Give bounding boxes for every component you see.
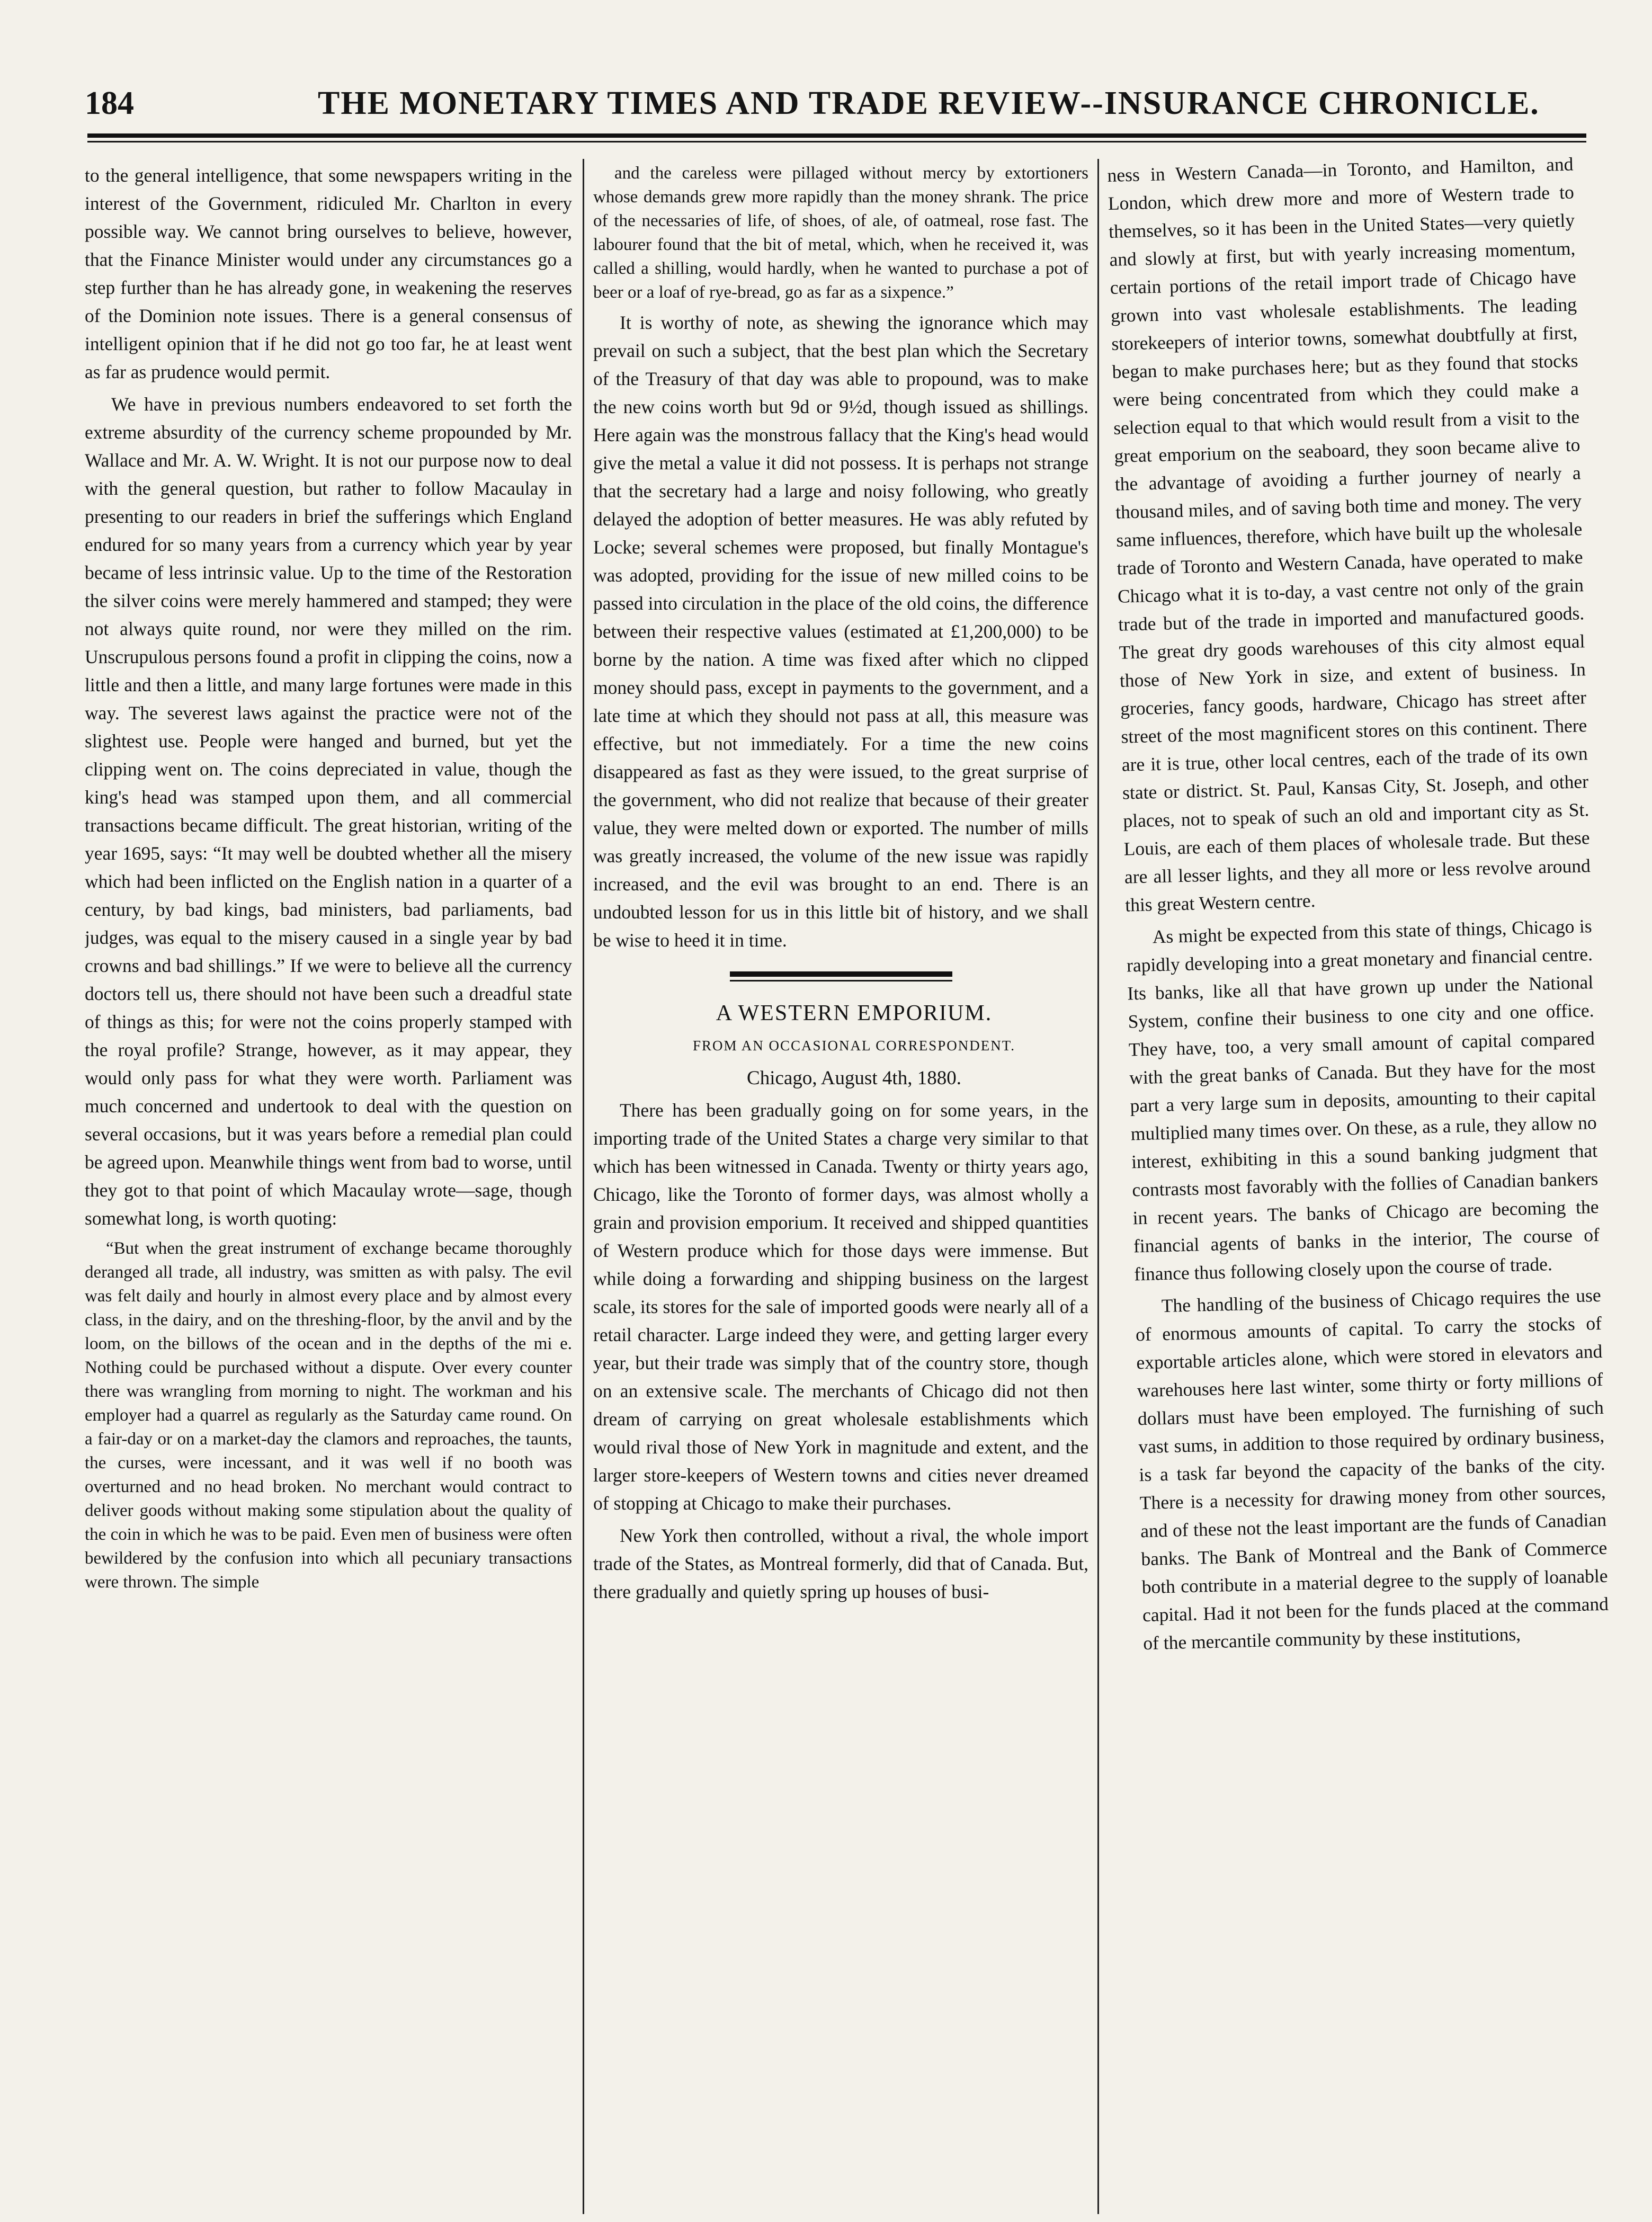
paragraph: We have in previous numbers endeavored to set forth the extreme absurdity of the currency scheme propounded by Mr. Wallace and Mr. A. W. Wright. It is not our purpose now to deal with the general question, but rather to follow Macaulay in presenting to our readers in brief the sufferings which England endured for so many years from a currency which year by year became of less intrinsic value. Up to the time of the Restoration the silver coins were merely hammered and stamped; they were not always quite round, nor were they milled on the rim. Unscrupulous persons found a profit in clipping the coins, now a little and then a little, and many large fortunes were made in this way. The severest laws against the practice were not of the slightest use. People were hanged and burned, but yet the clipping went on. The coins depreciated in value, though the king's head was stamped upon them, and all commercial transactions became difficult. The great historian, writing of the year 1695, says: “It may well be doubted whether all the misery which had been inflicted on the English nation in a quarter of a century, by bad kings, bad ministers, bad parliaments, bad judges, was equal to the misery caused in a single year by bad crowns and bad shillings.” If we were to believe all the currency doctors tell us, there should not have been such a dreadful state of things as this; for were not the coins properly stamped with the royal profile? Strange, however, as it may appear, they would only pass for what they were worth. Parliament was much concerned and undertook to deal with the question on several occasions, but it was years before a remedial plan could be agreed upon. Meanwhile things went from bad to worse, until they got to that point of which Macaulay wrote—sage, though somewhat long, is worth quoting: (85, 394, 572, 1229)
paragraph: As might be expected from this state of things, Chicago is rapidly developing into a great monetary and financial centre. Its banks, like all that have grown up under the National System, confine their business to one city and one office. They have, too, a very small amount of capital compared with the great banks of Canada. But they have for the most part a very large sum in deposits, amounting to their capital multiplied many times over. On these, as a rule, they allow no interest, exhibiting in this a sound banking judgment that contrasts most favorably with the follies of Canadian bankers in recent years. The banks of Chicago are becoming the financial agents of banks in the interior, The course of finance thus following closely upon the course of trade. (1126, 915, 1600, 1285)
header-rule-thick (87, 133, 1586, 138)
column-1 (85, 162, 572, 2211)
quoted-passage-continued: and the careless were pillaged without mercy by extortioners whose demands grew more rapidly than the money shrank. The price of the necessaries of life, of shoes, of ale, of oatmeal, rose fast. The labourer found that the bit of metal, which, when he received it, was called a shilling, would hardly, when he wanted to purchase a pot of beer or a loaf of rye-bread, go as far as a sixpence.” (593, 164, 1088, 302)
paragraph: It is worthy of note, as shewing the ignorance which may prevail on such a subject, that the best plan which the Secretary of the Treasury of that day was able to propound, was to make the new coins worth but 9d or 9½d, though issued as shillings. Here again was the monstrous fallacy that the King's head would give the metal a value it did not possess. It is perhaps not strange that the secretary had a large and noisy following, who greatly delayed the adoption of better measures. He was ably refuted by Locke; several schemes were proposed, but finally Montague's was adopted, providing for the issue of new milled coins to be passed into circulation in the place of the old coins, the difference between their respective values (estimated at £1,200,000) to be borne by the nation. A time was fixed after which no clipped money should pass, except in payments to the government, and a late time at which they should not pass at all, this measure was effective, but not immediately. For a time the new coins disappeared as fast as they were issued, to the great surprise of the government, who did not realize that because of their greater value, they were melted down or exported. The number of mills was greatly increased, the volume of the new issue was rapidly increased, and the evil was brought to an end. There is an undoubted lesson for us in this little bit of history, and we shall be wise to heed it in time. (593, 312, 1088, 951)
column-3 (1107, 150, 1623, 2210)
column-2 (593, 162, 1088, 2211)
dateline: Chicago, August 4th, 1880. (747, 1067, 961, 1089)
article-title: A WESTERN EMPORIUM. (716, 1001, 993, 1025)
page-number: 184 (85, 85, 134, 121)
byline: FROM AN OCCASIONAL CORRESPONDENT. (692, 1038, 1016, 1054)
paragraph: The handling of the business of Chicago requires the use of enormous amounts of capital. To carry the stocks of exportable articles alone, which were stored in elevators and warehouses here last winter, some thirty or forty millions of dollars must have been employed. The furnishing of such vast sums, in addition to those required by ordinary business, is a task far beyond the capacity of the banks of the city. There is a necessity for drawing money from other sources, and of these not the least important are the funds of Canadian banks. The Bank of Montreal and the Bank of Commerce both contribute in a material degree to the supply of loanable capital. Had it not been for the funds placed at the command of the mercantile community by these institutions, (1135, 1284, 1609, 1654)
quoted-passage: “But when the great instrument of exchange became thoroughly deranged all trade, all industry, was smitten as with palsy. The evil was felt daily and hourly in almost every place and by almost every class, in the dairy, and on the threshing-floor, by the anvil and by the loom, on the billows of the ocean and in the depths of the mi e. Nothing could be purchased without a dispute. Over every counter there was wrangling from morning to night. The workman and his employer had a quarrel as regularly as the Saturday came round. On a fair-day or on a market-day the clamors and reproaches, the taunts, the curses, were incessant, and it was well if no booth was overturned and no head broken. No merchant would contract to deliver goods without making some stipulation about the quality of the coin in which he was to be paid. Even men of business were often bewildered by the confusion into which all pecuniary transactions were thrown. The simple (85, 1239, 572, 1592)
section-rule-thin (730, 980, 952, 981)
header-rule-thin (87, 141, 1586, 142)
paragraph: to the general intelligence, that some newspapers writing in the interest of the Government, ridiculed Mr. Charlton in every possible way. We cannot bring ourselves to believe, however, that the Finance Minister would under any circumstances go a step further than he has already gone, in weakening the reserves of the Dominion note issues. There is a general consensus of intelligent opinion that if he did not go too far, he at least went as far as prudence would permit. (85, 165, 572, 382)
column-divider-right (1097, 159, 1099, 2214)
section-rule-thick (730, 971, 952, 977)
column-divider-left (583, 159, 584, 2214)
paragraph: ness in Western Canada—in Toronto, and Hamilton, and London, which drew more and more of Western trade to themselves, so it has been in the United States—very quietly and slowly at first, but with yearly increasing momentum, certain portions of the retail import trade of Chicago have grown into vast wholesale establishments. The leading storekeepers of interior towns, somewhat doubtfully at first, began to make purchases here; but as they found that stocks were being concentrated from which they could make a selection equal to that which would result from a visit to the great emporium on the seaboard, they soon became alive to the advantage of avoiding a further journey of nearly a thousand miles, and of saving both time and money. The very same influences, therefore, which have built up the wholesale trade of Toronto and Western Canada, have operated to make Chicago what it is to-day, a vast centre not only of the grain trade but of the trade in imported and manufactured goods. The great dry goods warehouses of this city almost equal those of New York in size, and extent of business. In groceries, fancy goods, hardware, Chicago has street after street of the most magnificent stores on this continent. There are it is true, other local centres, each of the trade of its own state or district. St. Paul, Kansas City, St. Joseph, and other places, not to speak of such an old and important city as St. Louis, are each of them places of wholesale trade. But these are all lesser lights, and they all more or less revolve around this great Western centre. (1107, 153, 1591, 916)
paragraph: There has been gradually going on for some years, in the importing trade of the United States a charge very similar to that which has been witnessed in Canada. Twenty or thirty years ago, Chicago, like the Toronto of former days, was almost wholly a grain and provision emporium. It received and shipped quantities of Western produce which for those days were immense. But while doing a forwarding and shipping business on the largest scale, its stores for the sale of imported goods were nearly all of a retail character. Large indeed they were, and getting larger every year, but their trade was simply that of the country store, though on an extensive scale. The merchants of Chicago did not then dream of carrying on great wholesale establishments which would rival those of New York in magnitude and extent, and the larger store-keepers of Western towns and cities never dreamed of stopping at Chicago to make their purchases. (593, 1100, 1088, 1514)
paragraph: New York then controlled, without a rival, the whole import trade of the States, as Montreal formerly, did that of Canada. But, there gradually and quietly spring up houses of busi- (593, 1525, 1088, 1602)
running-title: THE MONETARY TIMES AND TRADE REVIEW--INSURANCE CHRONICLE. (318, 85, 1540, 121)
